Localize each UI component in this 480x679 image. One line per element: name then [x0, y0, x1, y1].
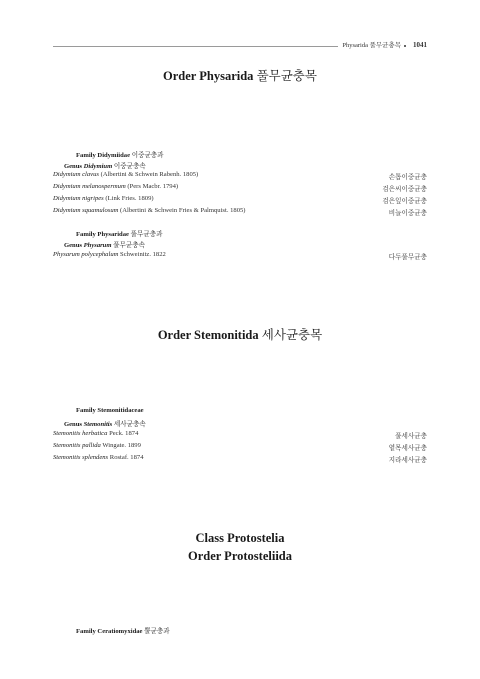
page-number: 1041 [413, 41, 427, 49]
family-name: Family Physaridae [76, 231, 129, 238]
species-authority: Schweinitz. 1822 [120, 251, 166, 258]
genus-label: Genus [64, 242, 82, 249]
family-name: Family Stemonitidaceae [76, 407, 144, 414]
species-korean-name: 풀세사균충 [395, 433, 427, 440]
genus-korean: 풀무균충속 [113, 242, 145, 249]
species-row [53, 195, 427, 204]
order-title-korean: 풀무균충목 [256, 69, 317, 83]
family-korean: 뿔균충과 [144, 628, 170, 635]
species-row [53, 183, 427, 192]
running-header [342, 40, 427, 49]
class-title: Class Protostelia [195, 531, 285, 545]
genus-name: Stemonitis [83, 421, 113, 428]
species-name: Didymium melanospermum [53, 183, 126, 190]
class-protostelia-heading [0, 529, 480, 565]
family-name: Family Didymiidae [76, 152, 131, 159]
species-name: Physarum polycephalum [53, 251, 119, 258]
genus-korean: 이중균충속 [113, 163, 146, 170]
genus-didymium [64, 160, 146, 170]
genus-stemonitis [64, 418, 146, 428]
species-row [53, 442, 427, 451]
species-row [53, 171, 427, 180]
species-name: Stemonitis splendens [53, 454, 109, 461]
genus-label: Genus [64, 421, 82, 428]
species-korean-name: 지라세사균충 [388, 457, 427, 464]
running-title: Physarida 풀무균충목 [342, 42, 401, 49]
bullet-icon [404, 45, 406, 47]
species-row [53, 430, 427, 439]
species-name: Didymium squamulosum [53, 207, 119, 214]
species-name: Stemonitis pallida [53, 442, 101, 449]
order-title-latin: Order Stemonitida [157, 328, 259, 342]
family-didymiidae [76, 149, 164, 159]
order-title: Order Protosteliida [187, 549, 293, 563]
species-korean-name: 비늘이중균충 [388, 210, 427, 217]
genus-korean: 세사균충속 [113, 421, 146, 428]
genus-physarum [64, 239, 145, 249]
family-ceratiomyxidae [76, 625, 170, 635]
species-korean-name: 검은잎이중균충 [382, 198, 427, 205]
header-rule [53, 46, 338, 47]
species-authority: Wingate. 1899 [102, 442, 141, 449]
species-korean-name: 다두풀무균충 [388, 254, 427, 261]
species-korean-name: 손톱이중균충 [388, 174, 427, 181]
species-authority: (Link Fries. 1809) [105, 195, 154, 202]
family-korean: 이중균충과 [131, 152, 164, 159]
species-row [53, 454, 427, 463]
family-korean: 풀무균충과 [130, 231, 163, 238]
species-row [53, 251, 427, 260]
genus-name: Physarum [83, 242, 112, 249]
species-authority: (Albertini & Schwein Rabenh. 1805) [100, 171, 199, 178]
order-physarida-title [0, 66, 480, 84]
species-korean-name: 검은씨이중균충 [382, 186, 427, 193]
species-korean-name: 옅목세사균충 [388, 445, 427, 452]
species-name: Didymium nigripes [53, 195, 104, 202]
species-row [53, 207, 427, 216]
genus-name: Didymium [83, 163, 113, 170]
family-physaridae [76, 228, 162, 238]
species-authority: Peck. 1874 [109, 430, 139, 437]
species-authority: (Pers Macbr. 1794) [127, 183, 179, 190]
family-name: Family Ceratiomyxidae [76, 628, 143, 635]
species-name: Didymium clavus [53, 171, 99, 178]
genus-label: Genus [64, 163, 82, 170]
order-title-latin: Order Physarida [163, 69, 254, 83]
order-stemonitida-title [0, 325, 480, 343]
species-authority: Rostaf. 1874 [109, 454, 144, 461]
species-name: Stemonitis herbatica [53, 430, 108, 437]
species-authority: (Albertini & Schwein Fries & Palmquist. 1805) [120, 207, 246, 214]
order-title-korean: 세사균충목 [261, 328, 323, 342]
family-stemonitidaceae [76, 407, 144, 414]
